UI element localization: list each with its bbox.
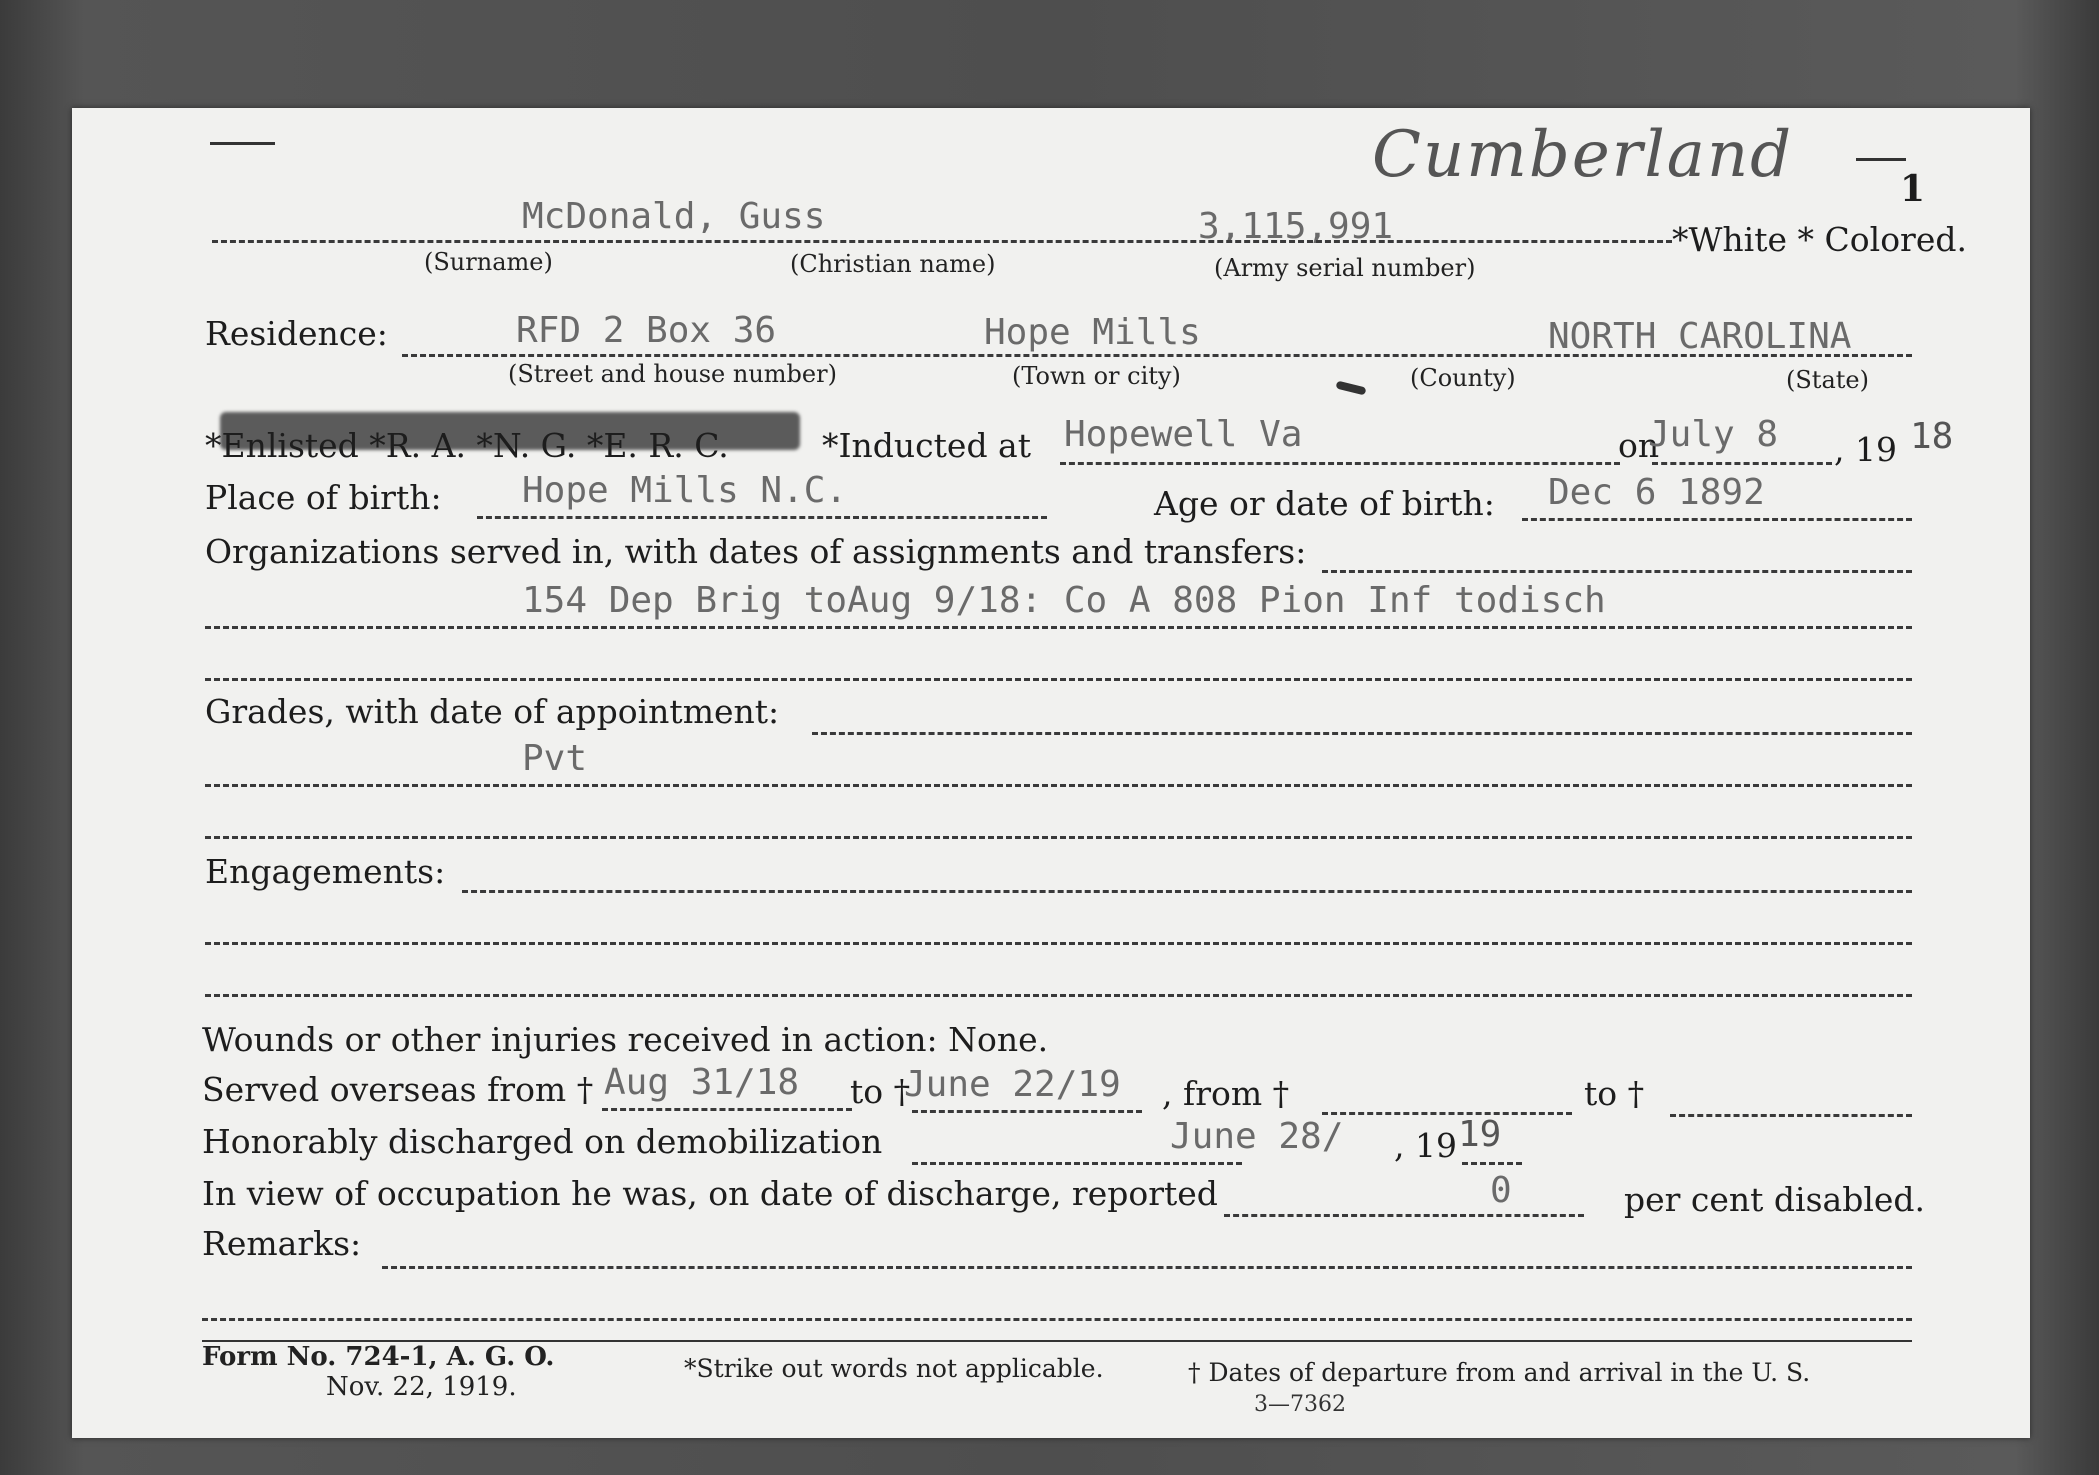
overseas-from2-line	[1322, 1112, 1572, 1115]
county-caption: (County)	[1410, 364, 1516, 392]
grades-line-2	[205, 784, 1912, 787]
town-caption: (Town or city)	[1012, 362, 1181, 390]
date-of-birth-line	[1522, 518, 1912, 521]
service-record-card	[72, 108, 2030, 1438]
colored-option: * Colored.	[1797, 220, 1967, 259]
induction-year-prefix: , 19	[1834, 430, 1897, 469]
dates-note: † Dates of departure from and arrival in the U. S.	[1188, 1358, 1811, 1387]
army-serial-caption: (Army serial number)	[1214, 254, 1476, 282]
overseas-label: Served overseas from †	[202, 1070, 594, 1109]
disability-label: In view of occupation he was, on date of discharge, reported	[202, 1174, 1218, 1213]
induction-date-value: July 8	[1648, 414, 1779, 455]
place-of-birth-value: Hope Mills N.C.	[522, 470, 848, 511]
organizations-line-1	[1322, 570, 1912, 573]
grades-value: Pvt	[522, 738, 588, 779]
wounds-label	[202, 1020, 1048, 1059]
engagements-line-1	[462, 890, 1912, 893]
discharge-year-prefix: , 19	[1394, 1126, 1457, 1165]
surname-value: McDonald, Guss	[522, 196, 826, 237]
organizations-value: 154 Dep Brig toAug 9/18: Co A 808 Pion Inf todisch	[522, 580, 1606, 621]
engagements-line-2	[205, 942, 1912, 945]
ink-mark	[1335, 380, 1366, 395]
date-of-birth-value: Dec 6 1892	[1548, 472, 1765, 513]
print-code: 3—7362	[1254, 1392, 1346, 1417]
surname-caption: (Surname)	[424, 248, 553, 276]
discharge-line	[912, 1162, 1242, 1165]
state-value: NORTH CAROLINA	[1548, 316, 1852, 357]
grades-label: Grades, with date of appointment:	[205, 692, 780, 731]
wounds-label-text: Wounds or other injuries received in action:	[202, 1020, 938, 1059]
grades-line-3	[205, 836, 1912, 839]
form-date: Nov. 22, 1919.	[326, 1372, 517, 1402]
overseas-to-line	[912, 1110, 1142, 1113]
remarks-line-1	[382, 1266, 1912, 1269]
induction-date-line	[1652, 462, 1832, 465]
grades-line-1	[812, 732, 1912, 735]
discharge-label: Honorably discharged on demobilization	[202, 1122, 883, 1161]
induction-year-suffix: 18	[1910, 416, 1954, 457]
race-options	[1672, 220, 1967, 259]
residence-line	[402, 354, 1912, 357]
place-of-birth-line	[477, 516, 1047, 519]
serial-number-value: 3,115,991	[1198, 206, 1394, 247]
place-of-birth-label: Place of birth:	[205, 478, 442, 517]
discharge-year-suffix: 19	[1458, 1114, 1502, 1155]
name-line	[212, 240, 1672, 243]
street-caption: (Street and house number)	[508, 360, 837, 388]
county-handwritten: Cumberland	[1372, 118, 1794, 192]
strike-out-note: *Strike out words not applicable.	[684, 1354, 1104, 1383]
organizations-line-2	[205, 626, 1912, 629]
on-label: on	[1618, 426, 1660, 465]
disability-suffix: per cent disabled.	[1624, 1180, 1926, 1219]
overseas-from2-label: , from †	[1162, 1074, 1290, 1113]
engagements-line-3	[205, 994, 1912, 997]
remarks-label: Remarks:	[202, 1224, 362, 1263]
card-number: 1	[1900, 168, 1926, 210]
town-value: Hope Mills	[984, 312, 1201, 353]
discharge-date-value: June 28/	[1170, 1116, 1344, 1157]
organizations-label: Organizations served in, with dates of assignments and transfers:	[205, 532, 1307, 571]
inducted-at-value: Hopewell Va	[1064, 414, 1303, 455]
organizations-line-3	[205, 678, 1912, 681]
christian-name-caption: (Christian name)	[790, 250, 996, 278]
overseas-to2-line	[1670, 1114, 1912, 1117]
remarks-line-2	[202, 1318, 1912, 1321]
date-of-birth-label: Age or date of birth:	[1154, 484, 1495, 523]
inducted-line	[1060, 462, 1620, 465]
overseas-to-label: to †	[850, 1072, 911, 1111]
engagements-label: Engagements:	[205, 852, 446, 891]
overseas-to-value: June 22/19	[904, 1064, 1121, 1105]
disability-line	[1224, 1214, 1584, 1217]
wounds-value: None.	[948, 1020, 1049, 1059]
overseas-from-line	[602, 1108, 852, 1111]
state-caption: (State)	[1786, 366, 1869, 394]
top-left-rule	[210, 142, 275, 145]
discharge-year-line	[1462, 1162, 1522, 1165]
disability-value: 0	[1490, 1170, 1512, 1211]
street-value: RFD 2 Box 36	[516, 310, 777, 351]
inducted-at-label: *Inducted at	[822, 426, 1031, 465]
overseas-from-value: Aug 31/18	[604, 1062, 800, 1103]
form-number: Form No. 724-1, A. G. O.	[202, 1342, 555, 1372]
white-option: *White	[1672, 220, 1788, 259]
enlistment-options: *Enlisted *R. A. *N. G. *E. R. C.	[205, 426, 729, 465]
overseas-to2-label: to †	[1584, 1074, 1645, 1113]
residence-label: Residence:	[205, 314, 388, 353]
card-number-rule	[1856, 158, 1906, 161]
